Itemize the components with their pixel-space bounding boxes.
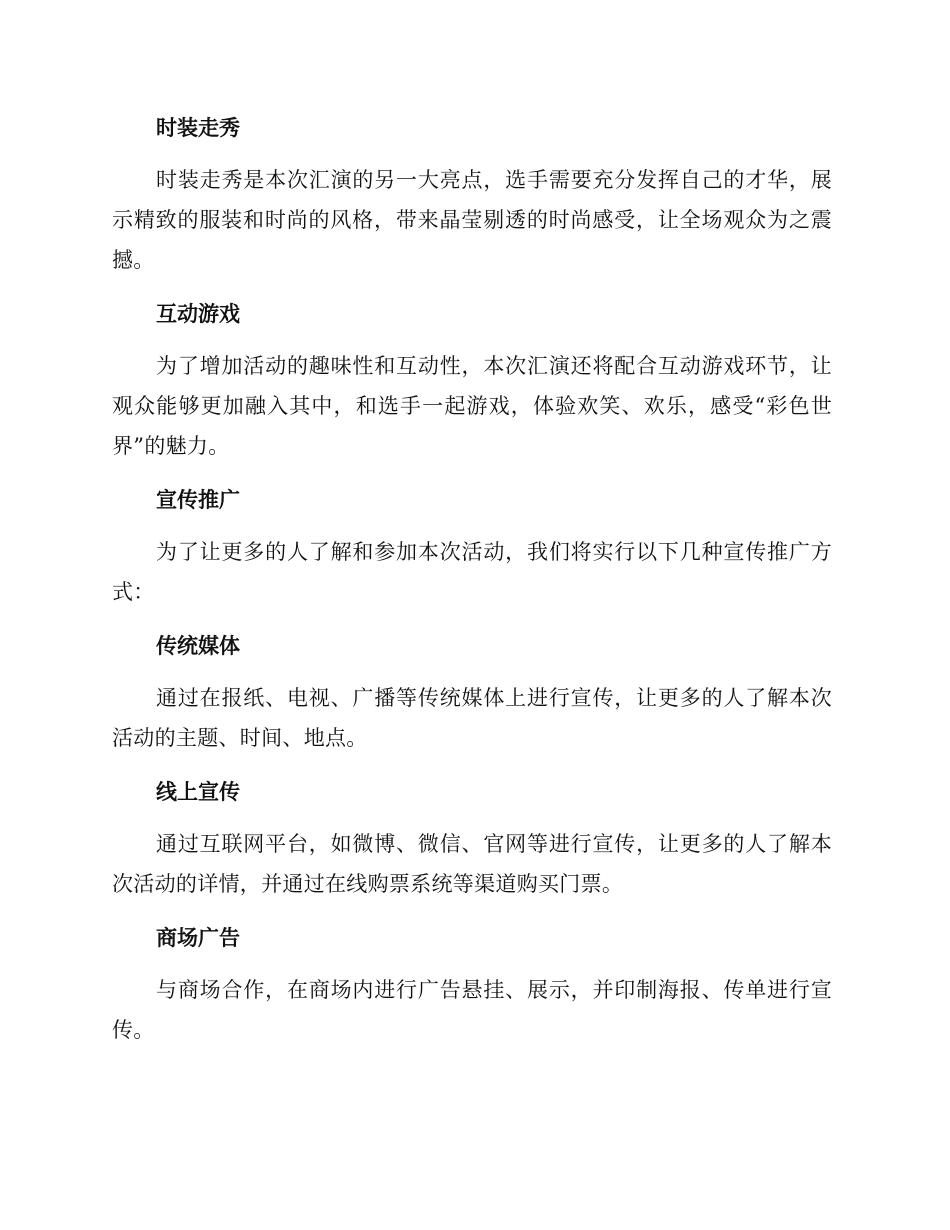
document-page — [112, 108, 832, 1064]
section-interactive-game — [112, 294, 832, 466]
section-paragraph: 通过在报纸、电视、广播等传统媒体上进行宣传，让更多的人了解本次活动的主题、时间、地点。 — [112, 686, 832, 750]
section-fashion-show — [112, 108, 832, 280]
section-paragraph: 通过互联网平台，如微博、微信、官网等进行宣传，让更多的人了解本次活动的详情，并通过在线购票系统等渠道购买门票。 — [112, 832, 832, 896]
section-online-promotion — [112, 772, 832, 904]
section-paragraph: 为了让更多的人了解和参加本次活动，我们将实行以下几种宣传推广方式： — [112, 540, 832, 604]
section-paragraph: 时装走秀是本次汇演的另一大亮点，选手需要充分发挥自己的才华，展示精致的服装和时尚的风格，带来晶莹剔透的时尚感受，让全场观众为之震撼。 — [112, 168, 832, 272]
section-heading: 商场广告 — [156, 926, 240, 950]
section-paragraph: 与商场合作，在商场内进行广告悬挂、展示，并印制海报、传单进行宣传。 — [112, 978, 832, 1042]
section-heading: 时装走秀 — [156, 116, 240, 140]
section-promotion — [112, 480, 832, 612]
section-paragraph: 为了增加活动的趣味性和互动性，本次汇演还将配合互动游戏环节，让观众能够更加融入其中，和选手一起游戏，体验欢笑、欢乐，感受“彩色世界”的魅力。 — [112, 354, 832, 458]
section-traditional-media — [112, 626, 832, 758]
section-heading: 传统媒体 — [156, 634, 240, 658]
section-heading: 宣传推广 — [156, 488, 240, 512]
section-heading: 线上宣传 — [156, 780, 240, 804]
section-heading: 互动游戏 — [156, 302, 240, 326]
section-mall-advertising — [112, 918, 832, 1050]
